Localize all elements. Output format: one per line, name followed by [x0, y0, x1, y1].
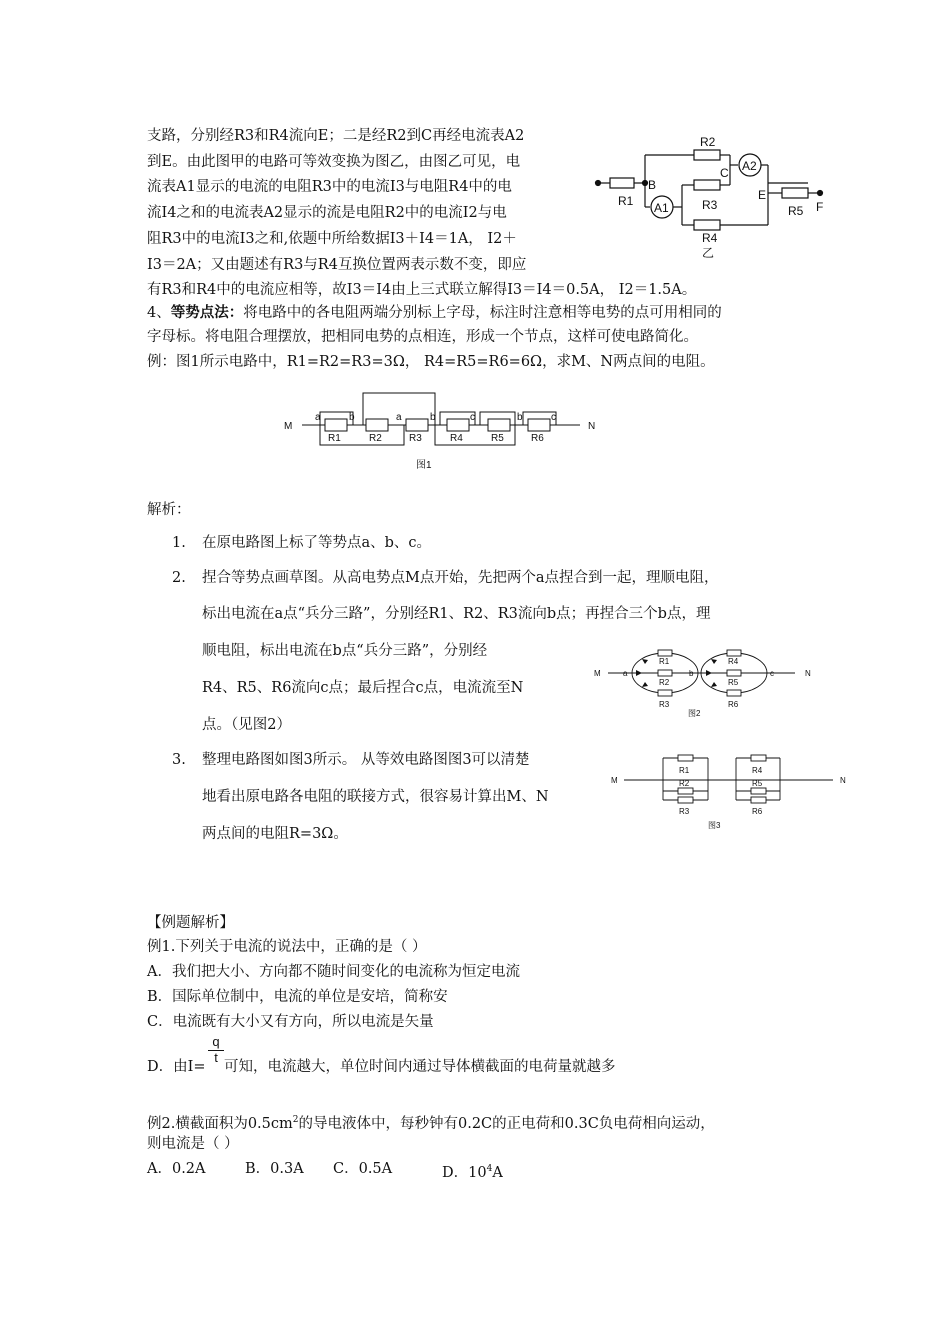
ex2-d-sup: 4 [486, 1164, 493, 1174]
method4-line1 [147, 300, 722, 326]
method4-line2: 字母标。将电阻合理摆放，把相同电势的点相连，形成一个节点，这样可使电路简化。 [147, 329, 698, 345]
yi-label-r1: R1 [618, 194, 634, 208]
top-line-4: 流I4之和的电流表A2显示的流是电阻R2中的电流I2与电 [147, 205, 507, 222]
analysis-item-2-line-5: 点。（见图2） [202, 717, 291, 733]
yi-label-r3: R3 [702, 198, 718, 212]
examples-heading: 【例题解析】 [147, 915, 234, 931]
fig2-label-r2: R2 [659, 678, 670, 687]
fig2-label-r3: R3 [659, 700, 670, 709]
analysis-item-2-line-4: R4、R5、R6流向c点；最后捏合c点，电流流至N [202, 680, 524, 696]
ex1-d-frac-den: t [214, 1050, 218, 1065]
method4-title: 等势点法： [170, 304, 244, 321]
method4-line1-text: 将电路中的各电阻两端分别标上字母，标注时注意相等电势的点可用相同的 [243, 305, 722, 321]
analysis-item-3-line-3: 两点间的电阻R=3Ω。 [202, 826, 348, 842]
analysis-item-2-num: 2. [172, 570, 186, 586]
analysis-item-3-line-1: 整理电路图如图3所示。 从等效电路图图3可以清楚 [202, 752, 530, 768]
fig2-caption: 图2 [688, 709, 701, 718]
fig3-label-r2: R2 [679, 779, 690, 788]
fig2-label-r1: R1 [659, 657, 670, 666]
fig1-node-c1: c [470, 412, 475, 423]
yi-label-a2: A2 [742, 159, 757, 173]
ex2-option-b: B．0.3A [245, 1161, 304, 1177]
fig3-label-r6: R6 [752, 807, 763, 816]
analysis-item-1-num: 1. [172, 535, 186, 551]
fig1-node-a2: a [396, 412, 402, 423]
analysis-heading: 解析： [147, 502, 191, 518]
fig1-label-m: M [284, 421, 293, 432]
fig2-label-r6: R6 [728, 700, 739, 709]
ex1-option-d-prefix: D．由I= [147, 1059, 206, 1075]
ex2-d-suffix: A [492, 1164, 503, 1181]
yi-label-r2: R2 [700, 135, 716, 149]
ex1-option-c: C．电流既有大小又有方向，所以电流是矢量 [147, 1014, 434, 1030]
figure-2-circuit [590, 645, 825, 725]
top-line-6: I3＝2A；又由题述有R3与R4互换位置两表示数不变，即应 [147, 256, 527, 273]
fig2-label-n: N [805, 669, 811, 678]
top-line-2: 到E。由此图甲的电路可等效变换为图乙，由图乙可见，电 [147, 153, 521, 170]
fig1-node-c2: c [551, 412, 556, 423]
top-line-7: 有R3和R4中的电流应相等，故I3＝I4由上三式联立解得I3＝I4＝0.5A， I2＝1.5A。 [147, 282, 697, 299]
analysis-item-2-line-3: 顺电阻，标出电流在b点“兵分三路”，分别经 [202, 643, 488, 659]
top-line-3: 流表A1显示的电流的电阻R3中的电流I3与电阻R4中的电 [147, 179, 512, 196]
fig3-label-r4: R4 [752, 766, 763, 775]
fig1-label-n: N [588, 421, 596, 432]
fig1-label-r5: R5 [491, 433, 504, 444]
fig2-label-r4: R4 [728, 657, 739, 666]
ex1-question: 例1.下列关于电流的说法中，正确的是（ ） [147, 939, 427, 955]
figure-3-circuit [608, 752, 853, 837]
fig3-label-m: M [611, 776, 618, 785]
fig3-label-r3: R3 [679, 807, 690, 816]
ex1-d-frac-num: q [208, 1034, 224, 1051]
analysis-item-3-line-2: 地看出原电路各电阻的联接方式，很容易计算出M、N [202, 789, 549, 805]
fig3-caption: 图3 [708, 821, 721, 830]
yi-label-f: F [816, 200, 824, 214]
fig2-label-c: c [770, 669, 774, 678]
fig1-caption: 图1 [416, 460, 432, 471]
ex1-option-b: B．国际单位制中，电流的单位是安培，简称安 [147, 989, 448, 1005]
figure-yi-circuit [590, 125, 840, 260]
method4-number: 4、 [147, 305, 171, 321]
ex2-q-part2: 的导电液体中，每秒钟有0.2C的正电荷和0.3C负电荷相向运动， [298, 1115, 715, 1132]
fig1-label-r1: R1 [328, 433, 341, 444]
fig1-label-r4: R4 [450, 433, 463, 444]
fig2-label-a: a [623, 669, 628, 678]
yi-label-b: B [648, 178, 657, 192]
fig1-node-b1: b [349, 412, 355, 423]
ex2-q-sup: 2 [292, 1115, 299, 1125]
fig1-label-r2: R2 [369, 433, 382, 444]
ex2-option-d [442, 1157, 503, 1185]
top-line-1: 支路，分别经R3和R4流向E；二是经R2到C再经电流表A2 [147, 128, 525, 144]
fig3-label-n: N [840, 776, 846, 785]
ex1-option-d-suffix: 可知，电流越大，单位时间内通过导体横截面的电荷量就越多 [224, 1059, 616, 1075]
method4-example: 例：图1所示电路中，R1=R2=R3=3Ω， R4=R5=R6=6Ω，求M、N两点间的电阻。 [147, 354, 715, 370]
analysis-item-2-line-2: 标出电流在a点“兵分三路”，分别经R1、R2、R3流向b点；再捏合三个b点，理 [202, 606, 711, 622]
fig1-node-a1: a [315, 412, 321, 423]
ex2-option-a: A．0.2A [147, 1161, 206, 1177]
fig3-label-r1: R1 [679, 766, 690, 775]
yi-label-e: E [758, 188, 767, 202]
ex2-d-prefix: D．10 [442, 1164, 487, 1181]
ex2-question-line-2: 则电流是（ ） [147, 1136, 239, 1152]
fig3-label-r5: R5 [752, 779, 763, 788]
fig1-label-r6: R6 [531, 433, 544, 444]
fig1-node-b3: b [517, 412, 523, 423]
yi-label-r5: R5 [788, 204, 804, 218]
fig1-node-b2: b [430, 412, 436, 423]
yi-label-r4: R4 [702, 231, 718, 245]
ex1-d-fraction [208, 1034, 224, 1065]
ex2-option-c: C．0.5A [333, 1161, 393, 1177]
fig1-label-r3: R3 [409, 433, 422, 444]
analysis-item-1-line-1: 在原电路图上标了等势点a、b、c。 [202, 535, 432, 551]
figure-1-circuit [280, 385, 610, 475]
top-line-5: 阻R3中的电流I3之和,依题中所给数据I3＋I4＝1A， I2＋ [147, 230, 517, 247]
fig2-label-r5: R5 [728, 678, 739, 687]
analysis-item-2-line-1: 捏合等势点画草图。从高电势点M点开始，先把两个a点捏合到一起，理顺电阻， [202, 570, 719, 586]
fig2-label-b: b [689, 669, 694, 678]
fig2-label-m: M [594, 669, 601, 678]
analysis-item-3-num: 3. [172, 752, 186, 768]
yi-label-a1: A1 [654, 201, 669, 215]
yi-label-c: C [720, 166, 729, 180]
yi-label-yi: 乙 [702, 246, 715, 260]
ex1-option-a: A．我们把大小、方向都不随时间变化的电流称为恒定电流 [147, 964, 520, 980]
ex2-q-part1: 例2.横截面积为0.5cm [147, 1115, 293, 1132]
